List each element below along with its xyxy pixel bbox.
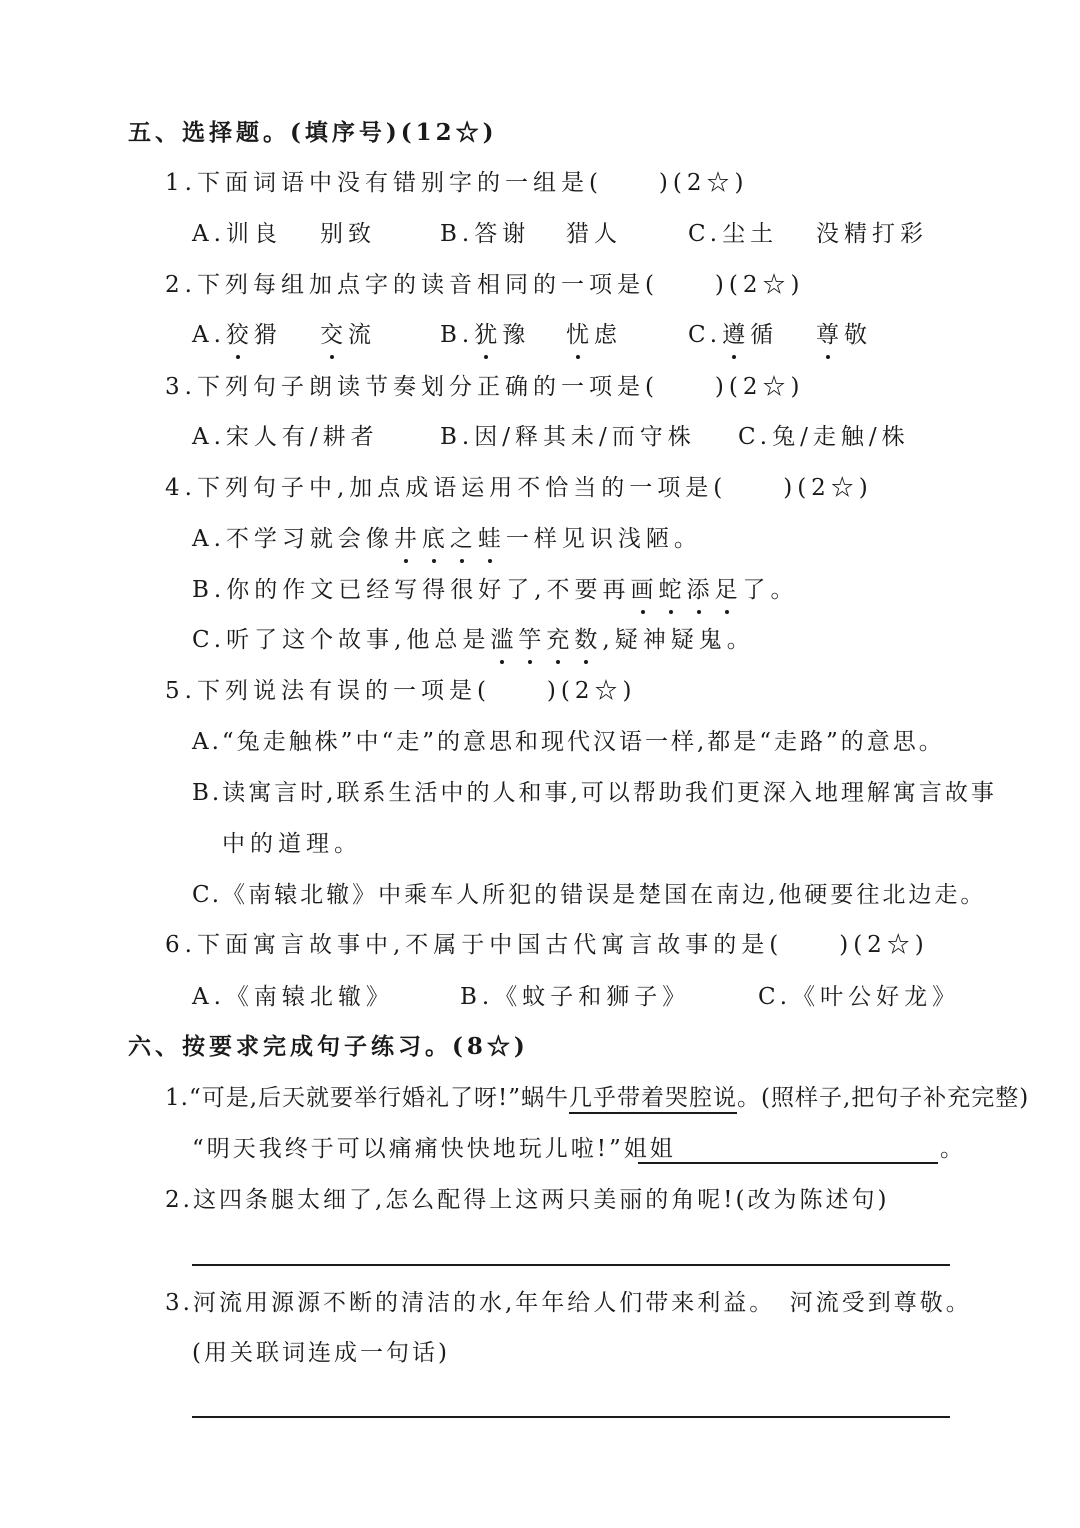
q5-6-option-b: B.《蚊子和狮子》	[460, 984, 691, 1010]
dotted-char: 底	[421, 526, 450, 552]
q5-1-stem: 1.下面词语中没有错别字的一组是( )(2☆)	[165, 170, 749, 196]
q5-3-option-b: B.因/释其未/而守株	[440, 424, 696, 450]
dotted-char: 滥	[490, 627, 519, 653]
q5-5-option-a: A.“兔走触株”中“走”的意思和现代汉语一样,都是“走路”的意思。	[192, 729, 945, 755]
q5-2-option-a-word2: 交流	[320, 322, 376, 348]
dotted-char: 狡	[225, 322, 254, 348]
dotted-char: 犹	[474, 322, 503, 348]
q5-5-option-b: B.读寓言时,联系生活中的人和事,可以帮助我们更深入地理解寓言故事	[192, 780, 997, 806]
section-6-title: 六、按要求完成句子练习。(8☆)	[128, 1033, 529, 1060]
q5-1-option-c: C.尘土	[688, 221, 779, 247]
dotted-char: 蛇	[658, 577, 687, 603]
answer-line-q6-2[interactable]	[192, 1264, 950, 1266]
dotted-char: 井	[393, 526, 422, 552]
dotted-char: 数	[574, 627, 603, 653]
answer-line-q6-3[interactable]	[192, 1416, 950, 1418]
q5-4-option-b: B.你的作文已经写得很好了,不要再画蛇添足了。	[192, 577, 799, 603]
dotted-char: 添	[686, 577, 715, 603]
q6-3-stem: 3.河流用源源不断的清洁的水,年年给人们带来利益。 河流受到尊敬。	[165, 1290, 972, 1316]
q5-3-option-a: A.宋人有/耕者	[192, 424, 379, 450]
q5-1-option-b: B.答谢	[440, 221, 531, 247]
underlined-example: 几乎带着哭腔说	[569, 1085, 737, 1114]
dotted-char: 蛙	[477, 526, 506, 552]
q5-1-option-a-word2: 别致	[320, 221, 376, 247]
q5-4-option-c: C.听了这个故事,他总是滥竽充数,疑神疑鬼。	[192, 627, 755, 653]
q5-2-option-c-word2: 尊敬	[816, 322, 872, 348]
dotted-char: 遵	[722, 322, 751, 348]
q5-6-option-c: C.《叶公好龙》	[758, 984, 961, 1010]
section-5-title: 五、选择题。(填序号)(12☆)	[128, 119, 498, 146]
q5-2-option-a: A.狡猾	[192, 322, 282, 348]
q6-1-line2: “明天我终于可以痛痛快快地玩儿啦!”姐姐	[192, 1136, 676, 1162]
q5-2-option-c: C.遵循	[688, 322, 779, 348]
q5-6-stem: 6.下面寓言故事中,不属于中国古代寓言故事的是( )(2☆)	[165, 932, 929, 958]
dotted-char: 尊	[816, 322, 844, 348]
q5-3-option-c: C.兔/走触/株	[738, 424, 910, 450]
q6-2-stem: 2.这四条腿太细了,怎么配得上这两只美丽的角呢!(改为陈述句)	[165, 1187, 890, 1213]
q5-5-option-c: C.《南辕北辙》中乘车人所犯的错误是楚国在南边,他硬要往北边走。	[192, 882, 987, 908]
q5-2-option-b-word2: 忧虑	[566, 322, 622, 348]
dotted-char: 竽	[518, 627, 547, 653]
q5-6-option-a: A.《南辕北辙》	[192, 984, 394, 1010]
q5-5-option-b-continued: 中的道理。	[222, 831, 362, 857]
q5-1-option-b-word2: 猎人	[566, 221, 622, 247]
dotted-char: 足	[714, 577, 743, 603]
dotted-char: 之	[449, 526, 478, 552]
q6-3-note: (用关联词连成一句话)	[192, 1340, 450, 1366]
dotted-char: 交	[320, 322, 348, 348]
q5-2-option-b: B.犹豫	[440, 322, 531, 348]
q5-2-stem: 2.下列每组加点字的读音相同的一项是( )(2☆)	[165, 272, 805, 298]
q5-3-stem: 3.下列句子朗读节奏划分正确的一项是( )(2☆)	[165, 374, 805, 400]
dotted-char: 忧	[566, 322, 594, 348]
q5-1-option-c-word2: 没精打彩	[816, 221, 928, 247]
q5-4-stem: 4.下列句子中,加点成语运用不恰当的一项是( )(2☆)	[165, 475, 873, 501]
q6-1-stem: 1.“可是,后天就要举行婚礼了呀!”蜗牛几乎带着哭腔说。(照样子,把句子补充完整)	[165, 1083, 1029, 1113]
dotted-char: 画	[630, 577, 659, 603]
answer-blank-q6-1[interactable]	[638, 1162, 938, 1164]
dotted-char: 充	[546, 627, 575, 653]
q5-5-stem: 5.下列说法有误的一项是( )(2☆)	[165, 678, 637, 704]
q5-4-option-a: A.不学习就会像井底之蛙一样见识浅陋。	[192, 526, 702, 552]
q6-1-line2-end: 。	[940, 1136, 968, 1162]
q5-1-option-a: A.训良	[192, 221, 282, 247]
